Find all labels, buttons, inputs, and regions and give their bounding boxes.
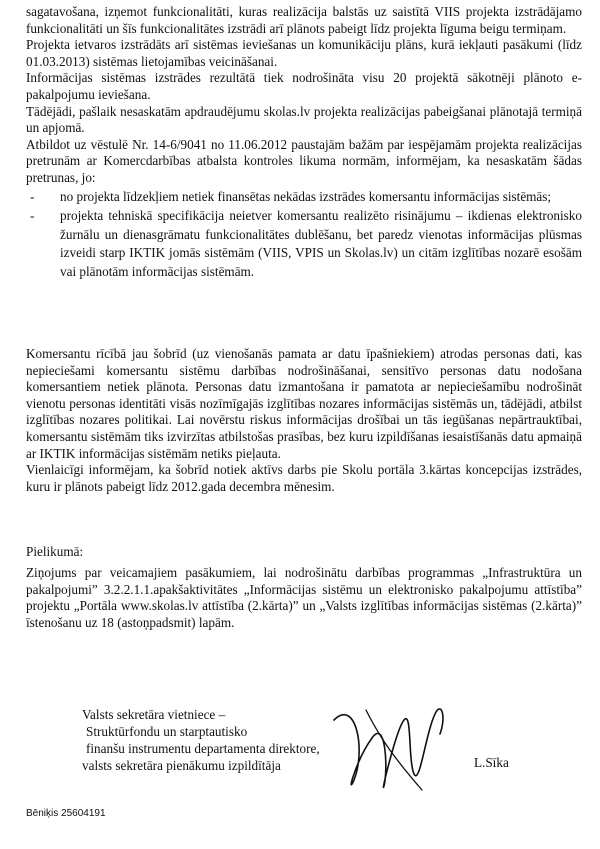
bullet-item: - projekta tehniskā specifikācija neietver komersantu realizēto risinājumu – ikdienas elektronisko žurnālu un dienasgrāmatu funkcionalitātes dublēšanu, bet paredz vienotas informācijas plūsmas izveidi starp IKTIK jomās sistēmām (VIIS, VPIS un Skolas.lv) un citām izglītības nozarē esošām vai plānotām informācijas sistēmām. (26, 207, 582, 281)
title-line: Valsts sekretāra vietniece – (82, 707, 226, 722)
title-line: valsts sekretāra pienākumu izpildītāja (82, 758, 281, 773)
attachment-heading: Pielikumā: (26, 544, 84, 559)
bullet-item: - no projekta līdzekļiem netiek finansētas nekādas izstrādes komersantu informācijas sistēmās; (26, 189, 582, 206)
paragraph: sagatavošana, izņemot funkcionalitāti, kuras realizācija balstās uz saistītā VIIS projekta izstrādājamo funkcionalitāti un šīs funkcionalitātes izstrādi arī plānots pabeigt līdz projekta līguma beigu termiņam. (26, 4, 582, 36)
signatory-name: L.Sīka (474, 755, 509, 770)
paragraph: Vienlaicīgi informējam, ka šobrīd notiek aktīvs darbs pie Skolu portāla 3.kārtas koncepcijas izstrādes, kuru ir plānots pabeigt līdz 2012.gada decembra mēnesim. (26, 462, 582, 494)
attachment-text: Ziņojums par veicamajiem pasākumiem, lai nodrošinātu darbības programmas „Infrastruktūra un pakalpojumi” 3.2.2.1.1.apakšaktivitātes „Informācijas sistēmu un elektronisko pakalpojumu attīstība” projektu „Portāla www.skolas.lv attīstība (2.kārta)” un „Valsts izglītības informācijas sistēmas (2.kārta)” īstenošanu uz 18 (astoņpadsmit) lapām. (26, 565, 582, 630)
paragraph: Informācijas sistēmas izstrādes rezultātā tiek nodrošināta visu 20 projektā sākotnēji plānoto e-pakalpojumu ieviešana. (26, 70, 582, 102)
paragraph: Komersantu rīcībā jau šobrīd (uz vienošanās pamata ar datu īpašniekiem) atrodas personas dati, kas nepieciešami komersantu sistēmu darbības nodrošināšanai, sensitīvo personas datu nodošana komersantiem netiek plānota. Personas datu izmantošana ir pamatota ar nepieciešamību nodrošināt vienotu personas identitāti visās nozīmīgajās izglītības nozares informācijas sistēmās un, tādējādi, atbilst izglītības nozares politikai. Lai novērstu riskus informācijas drošībai un tās iegūšanas nepārtrauktībai, komersantu sistēmām tiks izvirzītas atbilstošas prasības, bez kuru izpildīšanas iesaistīšanās datu apmaiņā ar IKTIK informācijas sistēmām netiks pieļauta. (26, 346, 582, 461)
title-line: Struktūrfondu un starptautisko (86, 724, 248, 739)
paragraph: Projekta ietvaros izstrādāts arī sistēmas ieviešanas un komunikāciju plāns, kurā iekļauti pasākumi (līdz 01.03.2013) sistēmas lietojamības veicināšanai. (26, 37, 582, 69)
body-top (26, 4, 582, 282)
signatory-title (82, 706, 320, 774)
author-footer: Bēniķis 25604191 (26, 808, 106, 819)
body-middle (26, 346, 582, 495)
paragraph: Tādējādi, pašlaik nesaskatām apdraudējumu skolas.lv projekta realizācijas pabeigšanai plānotajā termiņā un apjomā. (26, 103, 582, 136)
handwritten-signature (326, 690, 456, 800)
paragraph: Atbildot uz vēstulē Nr. 14-6/9041 no 11.06.2012 paustajām bažām par iespējamām projekta realizācijas pretrunām ar Komercdarbības atbalsta kontroles likuma normām, informējam, ka nesaskatām šādas pretrunas, jo: (26, 136, 582, 185)
title-line: finanšu instrumentu departamenta direktore, (86, 741, 320, 756)
bullet-list (26, 189, 582, 282)
